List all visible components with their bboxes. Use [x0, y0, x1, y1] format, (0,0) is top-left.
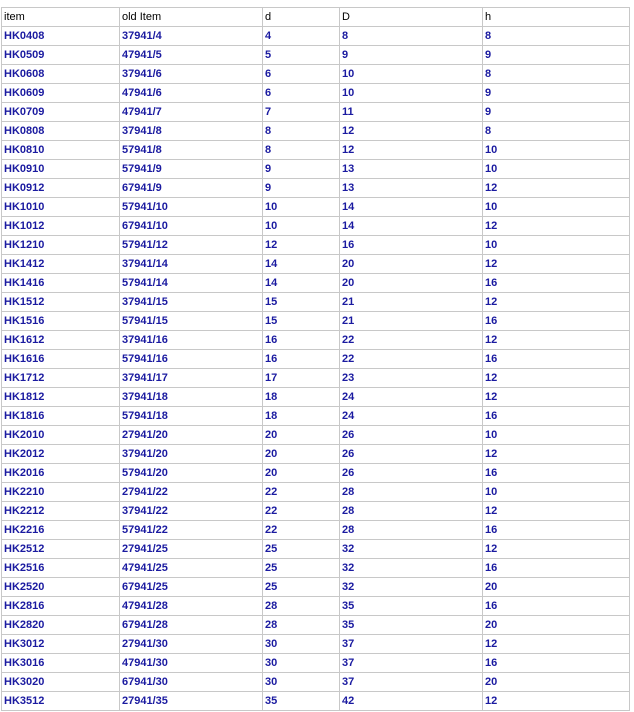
cell-h: 12 [483, 369, 630, 388]
cell-d-inner: 22 [263, 502, 340, 521]
table-row [2, 369, 630, 388]
cell-h: 9 [483, 84, 630, 103]
cell-h: 12 [483, 692, 630, 711]
table-row [2, 217, 630, 236]
cell-old-item: 37941/14 [120, 255, 263, 274]
cell-item: HK0912 [2, 179, 120, 198]
cell-item: HK2820 [2, 616, 120, 635]
cell-item: HK2816 [2, 597, 120, 616]
cell-d-inner: 25 [263, 540, 340, 559]
table-row [2, 122, 630, 141]
cell-d-outer: 28 [340, 502, 483, 521]
cell-h: 12 [483, 388, 630, 407]
table-row [2, 502, 630, 521]
cell-h: 8 [483, 122, 630, 141]
column-header-d-outer: D [340, 8, 483, 27]
cell-old-item: 27941/25 [120, 540, 263, 559]
cell-h: 12 [483, 255, 630, 274]
cell-old-item: 37941/4 [120, 27, 263, 46]
cell-old-item: 47941/6 [120, 84, 263, 103]
cell-d-inner: 10 [263, 217, 340, 236]
cell-d-inner: 20 [263, 426, 340, 445]
cell-d-outer: 16 [340, 236, 483, 255]
cell-old-item: 57941/10 [120, 198, 263, 217]
cell-d-inner: 30 [263, 635, 340, 654]
cell-item: HK0709 [2, 103, 120, 122]
cell-d-inner: 22 [263, 483, 340, 502]
cell-h: 20 [483, 578, 630, 597]
cell-d-inner: 16 [263, 350, 340, 369]
table-row [2, 274, 630, 293]
cell-d-outer: 37 [340, 654, 483, 673]
cell-d-outer: 24 [340, 388, 483, 407]
cell-d-inner: 6 [263, 65, 340, 84]
cell-h: 16 [483, 559, 630, 578]
cell-h: 16 [483, 274, 630, 293]
cell-d-outer: 32 [340, 559, 483, 578]
cell-h: 10 [483, 483, 630, 502]
cell-old-item: 37941/8 [120, 122, 263, 141]
cell-d-outer: 21 [340, 312, 483, 331]
cell-h: 12 [483, 331, 630, 350]
cell-item: HK2520 [2, 578, 120, 597]
cell-d-outer: 11 [340, 103, 483, 122]
cell-h: 12 [483, 179, 630, 198]
table-row [2, 559, 630, 578]
cell-d-outer: 37 [340, 635, 483, 654]
cell-d-outer: 22 [340, 350, 483, 369]
cell-item: HK1612 [2, 331, 120, 350]
table-row [2, 388, 630, 407]
table-row [2, 464, 630, 483]
cell-d-outer: 13 [340, 179, 483, 198]
cell-item: HK1010 [2, 198, 120, 217]
cell-d-outer: 8 [340, 27, 483, 46]
cell-h: 8 [483, 27, 630, 46]
cell-d-outer: 12 [340, 141, 483, 160]
cell-old-item: 47941/5 [120, 46, 263, 65]
cell-d-inner: 25 [263, 559, 340, 578]
table-row [2, 350, 630, 369]
cell-d-inner: 14 [263, 274, 340, 293]
cell-h: 12 [483, 293, 630, 312]
cell-d-outer: 42 [340, 692, 483, 711]
cell-h: 20 [483, 616, 630, 635]
cell-d-outer: 14 [340, 217, 483, 236]
cell-item: HK0408 [2, 27, 120, 46]
table-header-row [2, 8, 630, 27]
cell-d-inner: 7 [263, 103, 340, 122]
cell-old-item: 37941/17 [120, 369, 263, 388]
cell-old-item: 57941/22 [120, 521, 263, 540]
cell-d-inner: 4 [263, 27, 340, 46]
cell-old-item: 57941/8 [120, 141, 263, 160]
cell-old-item: 67941/30 [120, 673, 263, 692]
cell-h: 12 [483, 445, 630, 464]
table-row [2, 84, 630, 103]
cell-item: HK2512 [2, 540, 120, 559]
cell-d-outer: 32 [340, 578, 483, 597]
table-row [2, 293, 630, 312]
cell-old-item: 37941/15 [120, 293, 263, 312]
cell-d-outer: 35 [340, 616, 483, 635]
cell-d-outer: 26 [340, 464, 483, 483]
cell-old-item: 37941/22 [120, 502, 263, 521]
cell-old-item: 27941/20 [120, 426, 263, 445]
cell-d-inner: 9 [263, 160, 340, 179]
cell-item: HK1512 [2, 293, 120, 312]
cell-item: HK0808 [2, 122, 120, 141]
cell-d-inner: 9 [263, 179, 340, 198]
cell-old-item: 47941/7 [120, 103, 263, 122]
cell-item: HK0910 [2, 160, 120, 179]
table-row [2, 597, 630, 616]
cell-old-item: 67941/28 [120, 616, 263, 635]
cell-old-item: 47941/30 [120, 654, 263, 673]
cell-d-outer: 26 [340, 426, 483, 445]
cell-d-outer: 28 [340, 483, 483, 502]
table-row [2, 312, 630, 331]
cell-d-outer: 23 [340, 369, 483, 388]
table-row [2, 483, 630, 502]
cell-d-inner: 35 [263, 692, 340, 711]
cell-item: HK1412 [2, 255, 120, 274]
cell-old-item: 67941/25 [120, 578, 263, 597]
cell-d-outer: 24 [340, 407, 483, 426]
table-row [2, 654, 630, 673]
cell-d-outer: 10 [340, 84, 483, 103]
cell-d-outer: 12 [340, 122, 483, 141]
cell-h: 9 [483, 103, 630, 122]
cell-item: HK1816 [2, 407, 120, 426]
cell-h: 10 [483, 141, 630, 160]
bearing-table-container [1, 7, 630, 711]
cell-d-outer: 20 [340, 274, 483, 293]
cell-old-item: 57941/20 [120, 464, 263, 483]
cell-d-inner: 18 [263, 388, 340, 407]
cell-h: 16 [483, 407, 630, 426]
cell-item: HK2012 [2, 445, 120, 464]
cell-h: 12 [483, 217, 630, 236]
cell-item: HK3016 [2, 654, 120, 673]
cell-h: 10 [483, 160, 630, 179]
cell-d-outer: 20 [340, 255, 483, 274]
table-row [2, 103, 630, 122]
cell-item: HK1210 [2, 236, 120, 255]
table-row [2, 540, 630, 559]
cell-d-inner: 17 [263, 369, 340, 388]
cell-h: 10 [483, 426, 630, 445]
cell-d-outer: 32 [340, 540, 483, 559]
cell-h: 16 [483, 464, 630, 483]
cell-item: HK1516 [2, 312, 120, 331]
cell-d-inner: 28 [263, 616, 340, 635]
cell-item: HK2010 [2, 426, 120, 445]
cell-old-item: 37941/18 [120, 388, 263, 407]
cell-item: HK0810 [2, 141, 120, 160]
table-row [2, 521, 630, 540]
cell-h: 12 [483, 635, 630, 654]
cell-h: 16 [483, 597, 630, 616]
column-header-h: h [483, 8, 630, 27]
cell-item: HK3020 [2, 673, 120, 692]
cell-h: 10 [483, 236, 630, 255]
table-row [2, 179, 630, 198]
cell-item: HK0609 [2, 84, 120, 103]
cell-d-inner: 30 [263, 654, 340, 673]
cell-old-item: 67941/10 [120, 217, 263, 236]
cell-item: HK0509 [2, 46, 120, 65]
cell-h: 12 [483, 502, 630, 521]
cell-d-outer: 28 [340, 521, 483, 540]
table-row [2, 160, 630, 179]
table-row [2, 46, 630, 65]
cell-item: HK2216 [2, 521, 120, 540]
cell-h: 9 [483, 46, 630, 65]
cell-d-inner: 30 [263, 673, 340, 692]
cell-old-item: 57941/15 [120, 312, 263, 331]
cell-d-inner: 14 [263, 255, 340, 274]
cell-h: 16 [483, 521, 630, 540]
cell-d-inner: 16 [263, 331, 340, 350]
table-row [2, 673, 630, 692]
table-row [2, 445, 630, 464]
table-row [2, 141, 630, 160]
table-row [2, 692, 630, 711]
cell-old-item: 47941/28 [120, 597, 263, 616]
table-row [2, 236, 630, 255]
column-header-old-item: old Item [120, 8, 263, 27]
column-header-item: item [2, 8, 120, 27]
table-row [2, 331, 630, 350]
cell-d-outer: 37 [340, 673, 483, 692]
cell-d-inner: 15 [263, 312, 340, 331]
table-row [2, 198, 630, 217]
cell-h: 16 [483, 350, 630, 369]
cell-d-outer: 21 [340, 293, 483, 312]
cell-item: HK1616 [2, 350, 120, 369]
cell-item: HK2210 [2, 483, 120, 502]
cell-d-outer: 26 [340, 445, 483, 464]
cell-item: HK2016 [2, 464, 120, 483]
table-row [2, 578, 630, 597]
table-row [2, 65, 630, 84]
cell-d-inner: 6 [263, 84, 340, 103]
cell-old-item: 37941/16 [120, 331, 263, 350]
cell-old-item: 27941/35 [120, 692, 263, 711]
bearing-table [1, 7, 630, 711]
cell-old-item: 27941/30 [120, 635, 263, 654]
cell-d-outer: 35 [340, 597, 483, 616]
cell-h: 16 [483, 312, 630, 331]
cell-d-inner: 20 [263, 464, 340, 483]
cell-d-inner: 5 [263, 46, 340, 65]
cell-old-item: 57941/12 [120, 236, 263, 255]
cell-item: HK2516 [2, 559, 120, 578]
cell-old-item: 57941/16 [120, 350, 263, 369]
cell-old-item: 47941/25 [120, 559, 263, 578]
cell-item: HK1712 [2, 369, 120, 388]
cell-d-inner: 8 [263, 141, 340, 160]
cell-d-inner: 25 [263, 578, 340, 597]
cell-item: HK3012 [2, 635, 120, 654]
cell-old-item: 57941/9 [120, 160, 263, 179]
cell-d-inner: 10 [263, 198, 340, 217]
table-row [2, 255, 630, 274]
cell-d-inner: 15 [263, 293, 340, 312]
table-row [2, 616, 630, 635]
table-body [2, 27, 630, 711]
cell-d-inner: 28 [263, 597, 340, 616]
cell-d-inner: 8 [263, 122, 340, 141]
cell-h: 20 [483, 673, 630, 692]
cell-old-item: 57941/18 [120, 407, 263, 426]
table-row [2, 426, 630, 445]
cell-h: 8 [483, 65, 630, 84]
cell-d-inner: 12 [263, 236, 340, 255]
cell-item: HK1812 [2, 388, 120, 407]
cell-old-item: 37941/6 [120, 65, 263, 84]
cell-h: 10 [483, 198, 630, 217]
cell-old-item: 67941/9 [120, 179, 263, 198]
cell-d-outer: 9 [340, 46, 483, 65]
table-row [2, 27, 630, 46]
cell-d-inner: 22 [263, 521, 340, 540]
cell-h: 12 [483, 540, 630, 559]
cell-old-item: 57941/14 [120, 274, 263, 293]
cell-h: 16 [483, 654, 630, 673]
cell-old-item: 37941/20 [120, 445, 263, 464]
cell-item: HK3512 [2, 692, 120, 711]
cell-d-inner: 20 [263, 445, 340, 464]
cell-item: HK1012 [2, 217, 120, 236]
cell-item: HK0608 [2, 65, 120, 84]
column-header-d-inner: d [263, 8, 340, 27]
cell-old-item: 27941/22 [120, 483, 263, 502]
cell-d-outer: 10 [340, 65, 483, 84]
table-row [2, 407, 630, 426]
cell-d-outer: 22 [340, 331, 483, 350]
cell-item: HK1416 [2, 274, 120, 293]
cell-d-inner: 18 [263, 407, 340, 426]
cell-d-outer: 14 [340, 198, 483, 217]
cell-item: HK2212 [2, 502, 120, 521]
table-row [2, 635, 630, 654]
cell-d-outer: 13 [340, 160, 483, 179]
